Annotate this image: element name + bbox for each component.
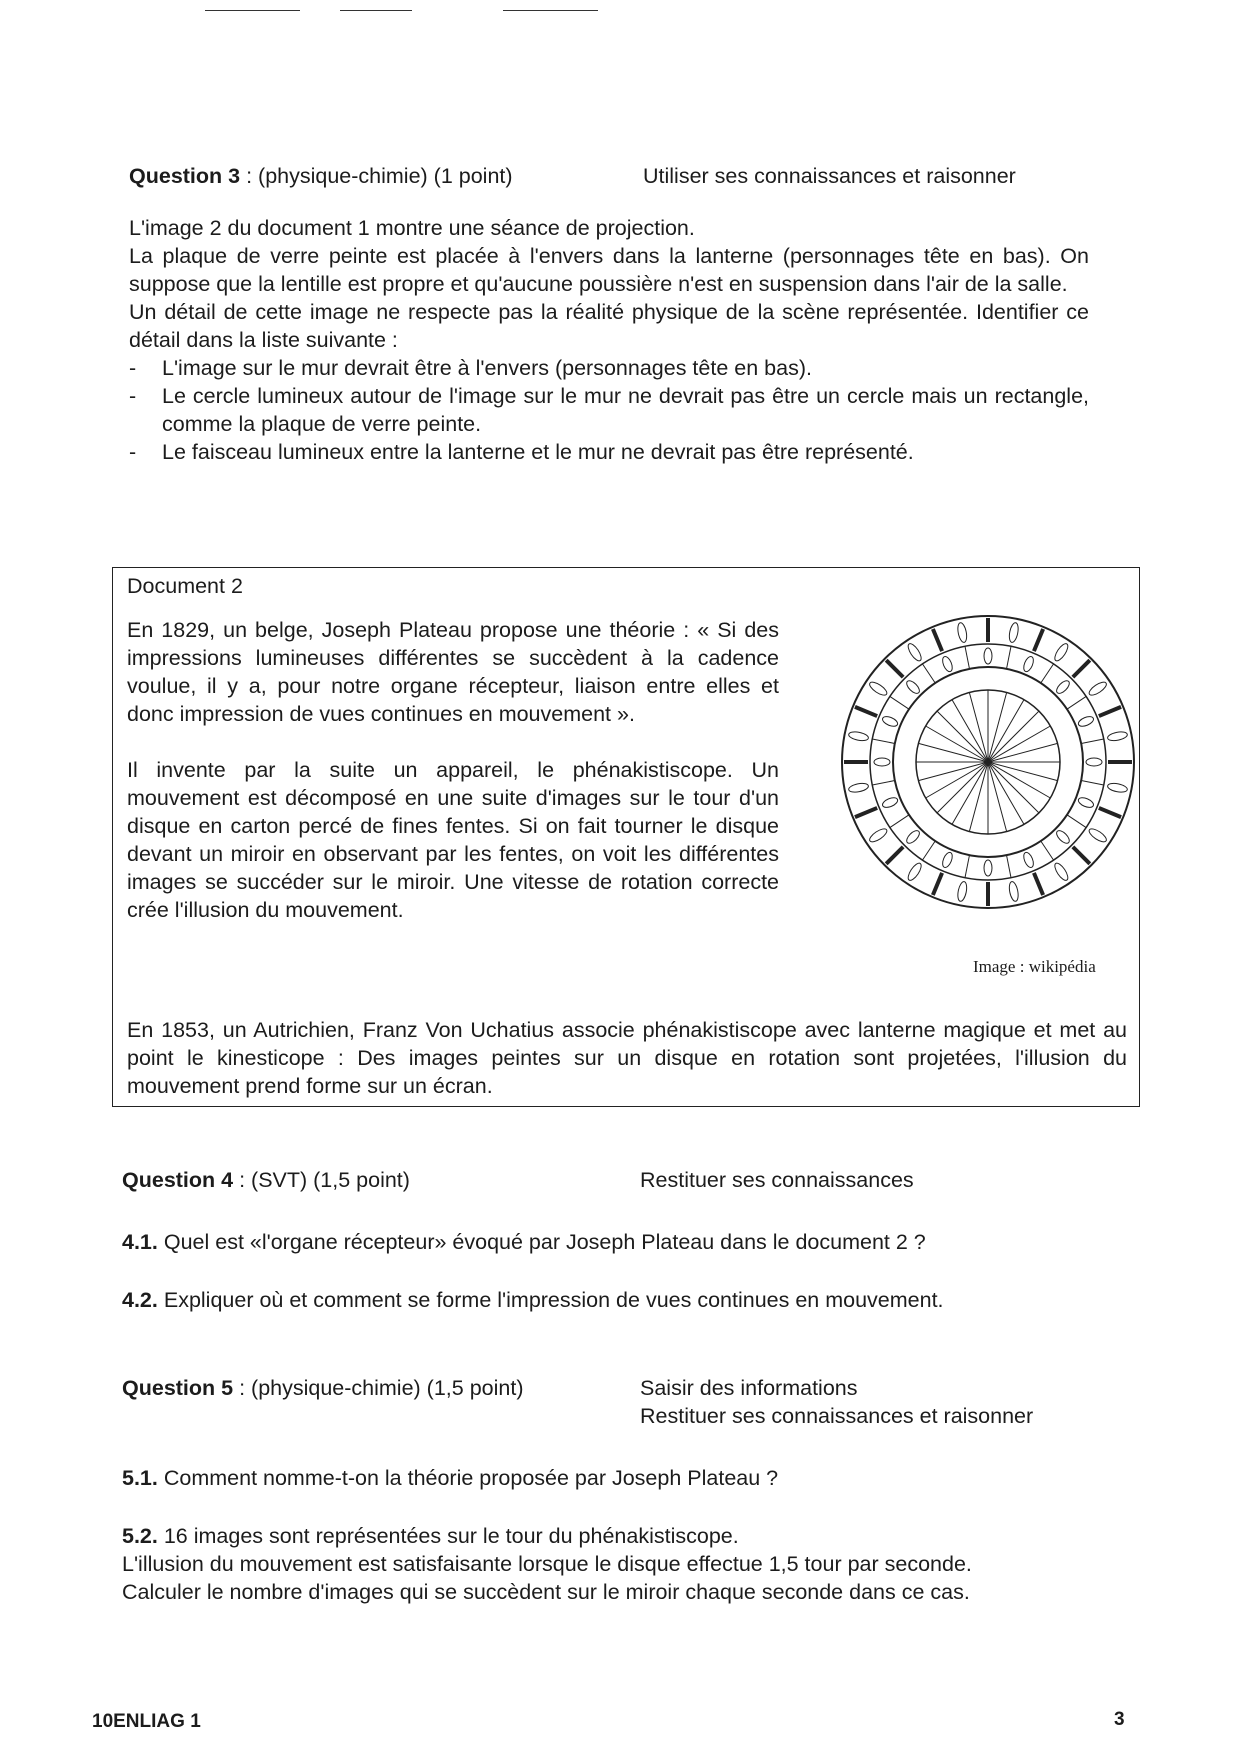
document-2-paragraph-3: En 1853, un Autrichien, Franz Von Uchatius associe phénakistiscope avec lanterne magique et met au point le kinesticope : Des images peintes sur un disque en rotation sont projetées, l'illusion du mouvement prend forme sur un écran.	[127, 1018, 1127, 1098]
question-3-option: - Le cercle lumineux autour de l'image sur le mur ne devrait pas être un cercle mais un rectangle, comme la plaque de verre peinte.	[129, 382, 1089, 438]
question-4-label: Question 4	[122, 1168, 234, 1192]
question-5-1-text: Comment nomme-t-on la théorie proposée par Joseph Plateau ?	[157, 1466, 779, 1490]
question-5-2-line: L'illusion du mouvement est satisfaisante lorsque le disque effectue 1,5 tour par seconde.	[122, 1552, 972, 1576]
question-5	[122, 1374, 1122, 1606]
image-credit: Image : wikipédia	[973, 957, 1096, 976]
question-4-2	[122, 1286, 1122, 1314]
question-5-label: Question 5	[122, 1376, 234, 1400]
phenakistiscope-disk-image	[838, 612, 1138, 912]
document-2-title: Document 2	[127, 574, 243, 598]
document-2	[112, 567, 1140, 1107]
question-3-intro-2: La plaque de verre peinte est placée à l'envers dans la lanterne (personnages tête en bas). On suppose que la lentille est propre et qu'aucune poussière n'est en suspension dans l'air de la salle.	[129, 244, 1089, 296]
question-3-option: - L'image sur le mur devrait être à l'envers (personnages tête en bas).	[129, 354, 1089, 382]
question-5-skill: Restituer ses connaissances et raisonner	[640, 1404, 1034, 1428]
question-5-2-number: 5.2.	[122, 1524, 158, 1548]
question-4	[122, 1166, 1122, 1314]
question-4-2-text: Expliquer où et comment se forme l'impression de vues continues en mouvement.	[157, 1288, 944, 1312]
question-4-1	[122, 1228, 1122, 1256]
scan-line	[205, 10, 300, 11]
document-2-paragraph-2: Il invente par la suite un appareil, le phénakistiscope. Un mouvement est décomposé en une suite d'images sur le tour d'un disque en carton percé de fines fentes. Si on fait tourner le disque devant un miroir en observant par les fentes, on voit les différentes images se succéder sur le miroir. Une vitesse de rotation correcte crée l'illusion du mouvement.	[127, 758, 779, 922]
question-3-meta: : (physique-chimie) (1 point)	[240, 164, 513, 188]
question-5-2-line: Calculer le nombre d'images qui se succèdent sur le miroir chaque seconde dans ce cas.	[122, 1580, 970, 1604]
question-3-header	[129, 162, 1089, 192]
document-2-paragraph-1: En 1829, un belge, Joseph Plateau propose une théorie : « Si des impressions lumineuses différentes se succèdent à la cadence voulue, il y a, pour notre organe récepteur, liaison entre elles et donc impression de vues continues en mouvement ».	[127, 618, 779, 726]
footer-code: 10ENLIAG 1	[92, 1711, 201, 1732]
question-5-skill: Saisir des informations	[640, 1376, 858, 1400]
document-2-text	[127, 616, 779, 924]
question-4-skill: Restituer ses connaissances	[640, 1168, 914, 1192]
question-5-1	[122, 1464, 1122, 1492]
question-4-1-number: 4.1.	[122, 1230, 158, 1254]
question-3-option: - Le faisceau lumineux entre la lanterne et le mur ne devrait pas être représenté.	[129, 438, 1089, 466]
question-4-header	[122, 1166, 1122, 1194]
question-3-options	[129, 354, 1089, 466]
scan-line	[503, 10, 598, 11]
question-5-meta: : (physique-chimie) (1,5 point)	[233, 1376, 524, 1400]
question-5-2	[122, 1522, 1122, 1550]
scan-line	[340, 10, 412, 11]
question-3-label: Question 3	[129, 164, 241, 188]
question-3-skill: Utiliser ses connaissances et raisonner	[643, 164, 1016, 188]
question-5-skills	[640, 1374, 1033, 1430]
question-4-1-text: Quel est «l'organe récepteur» évoqué par Joseph Plateau dans le document 2 ?	[157, 1230, 926, 1254]
question-5-header	[122, 1374, 1122, 1430]
question-4-2-number: 4.2.	[122, 1288, 158, 1312]
question-4-meta: : (SVT) (1,5 point)	[233, 1168, 410, 1192]
question-5-1-number: 5.1.	[122, 1466, 158, 1490]
question-5-2-text: 16 images sont représentées sur le tour du phénakistiscope.	[157, 1524, 739, 1548]
question-3-intro-3: Un détail de cette image ne respecte pas la réalité physique de la scène représentée. Identifier ce détail dans la liste suivante :	[129, 300, 1089, 352]
question-3-intro-1: L'image 2 du document 1 montre une séance de projection.	[129, 216, 695, 240]
page-number: 3	[1114, 1709, 1125, 1730]
question-3	[129, 162, 1089, 466]
